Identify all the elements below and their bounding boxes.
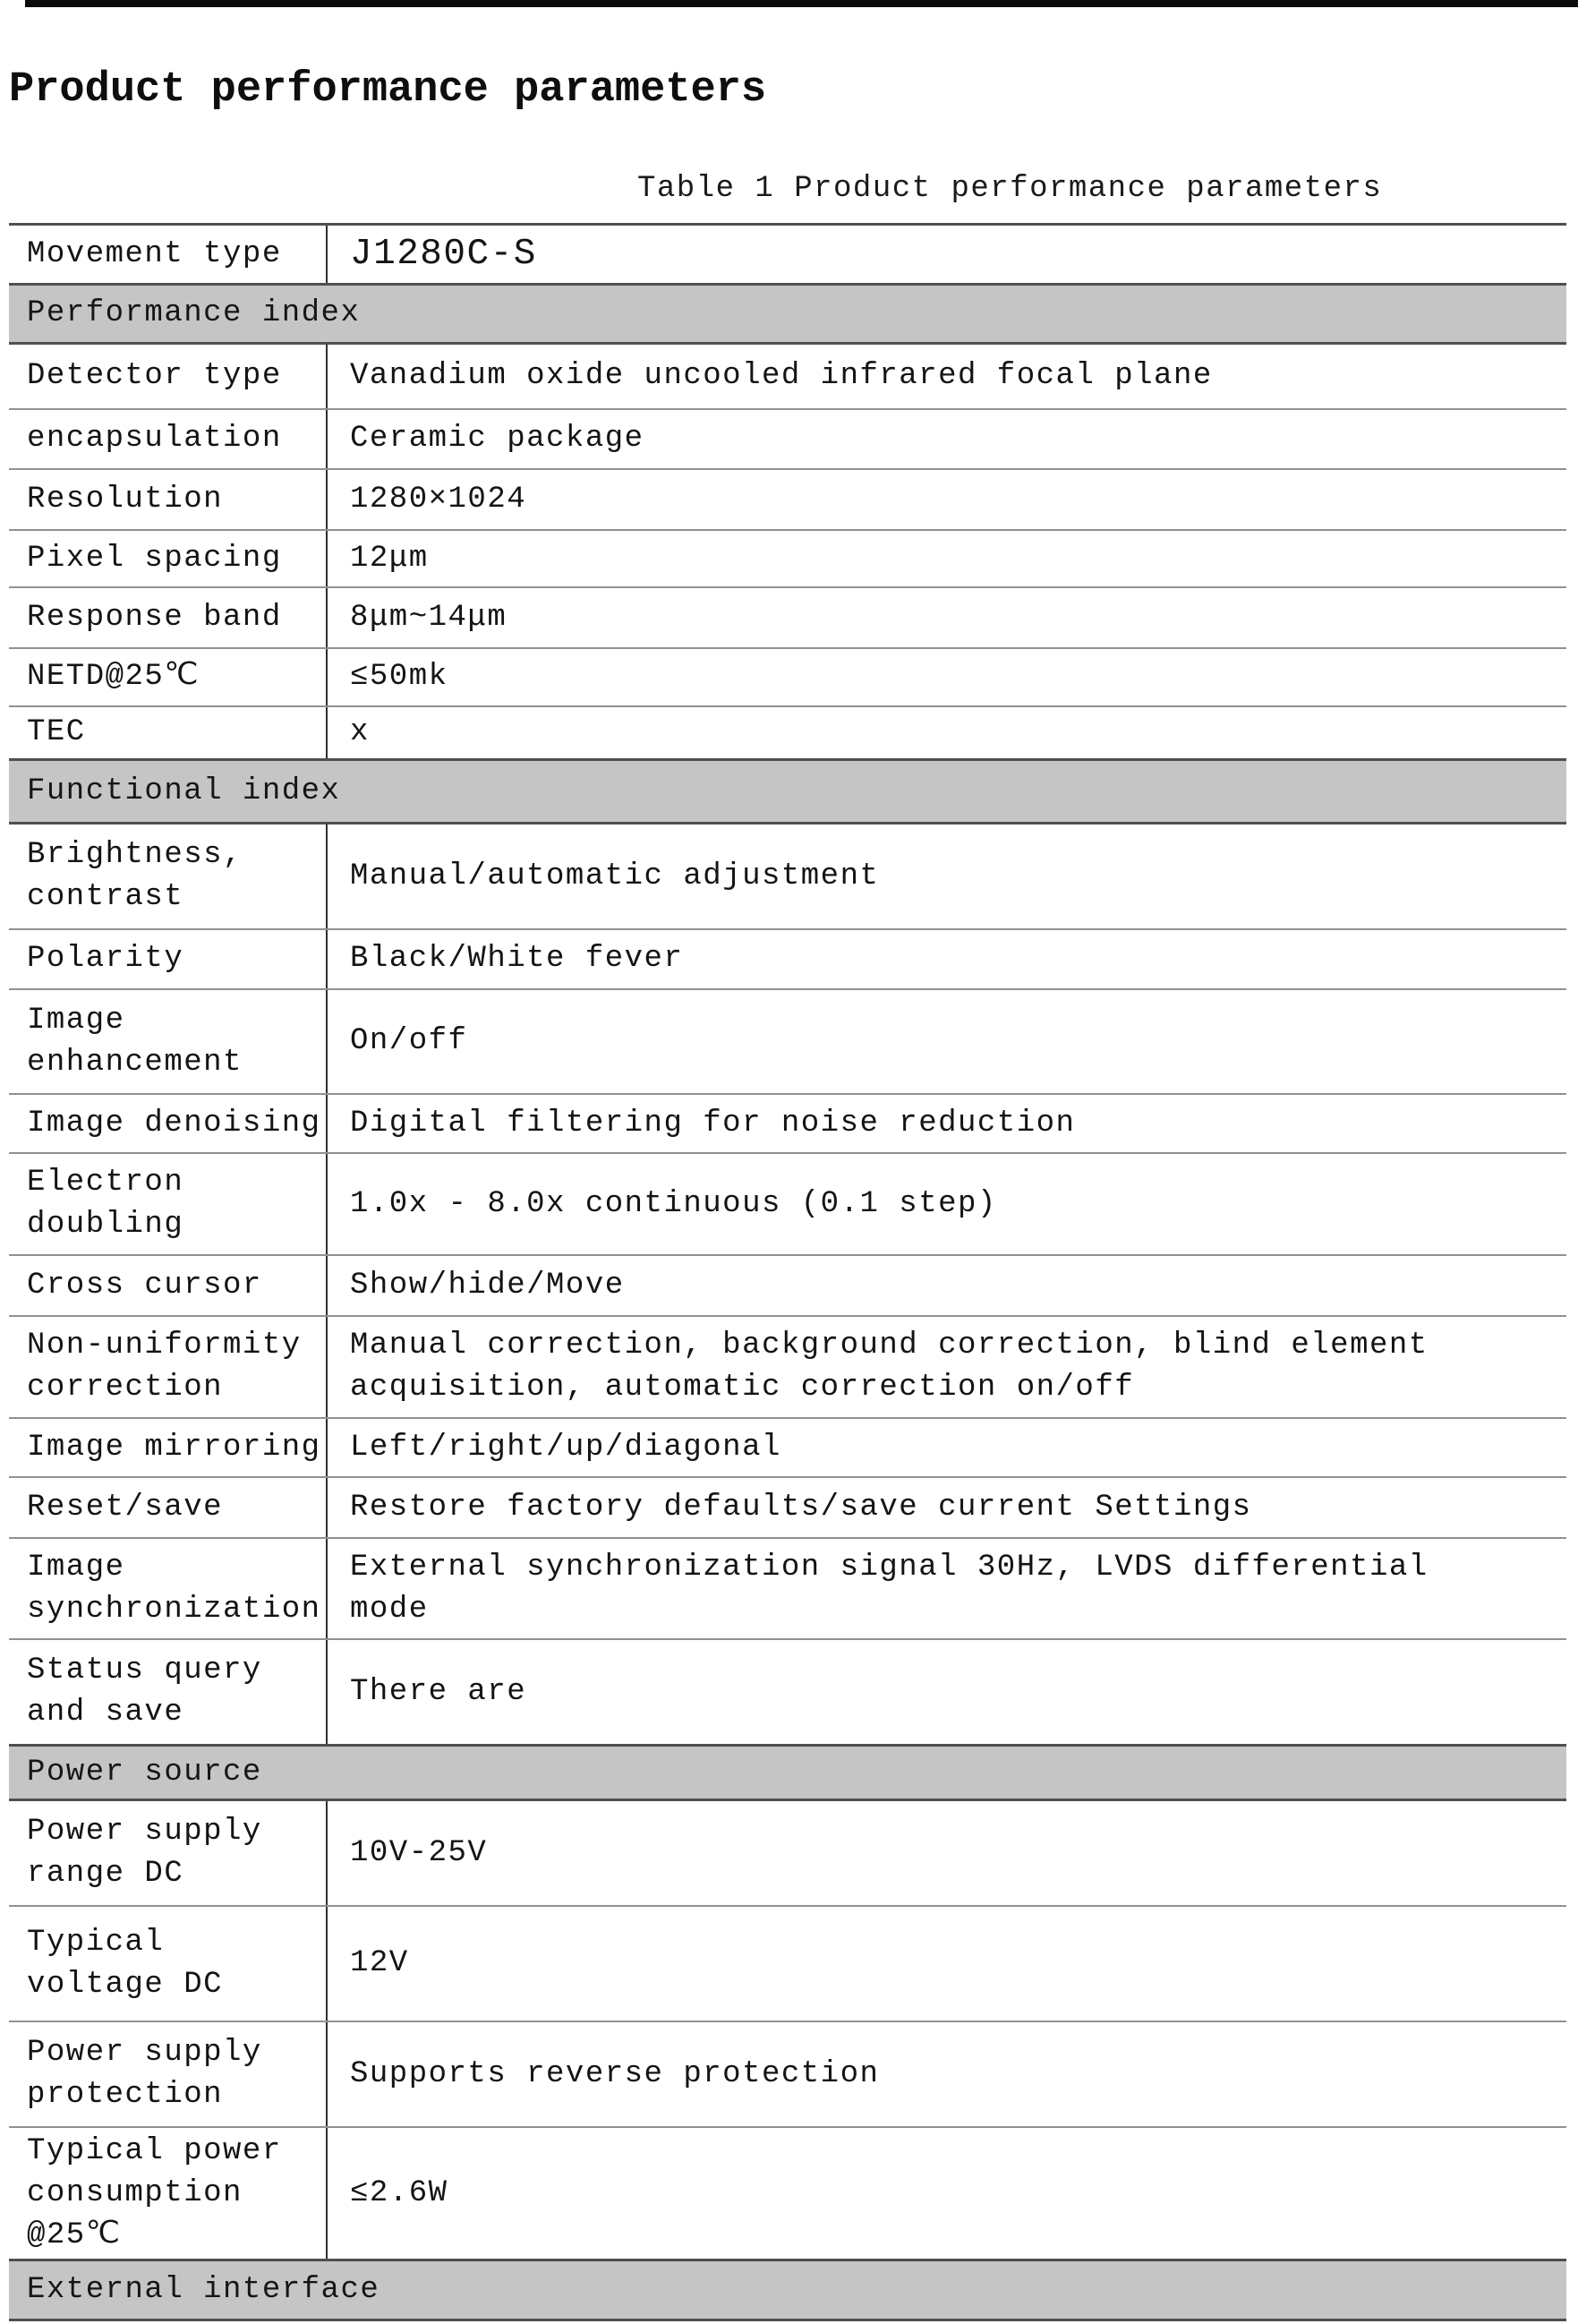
text-line: Ceramic package <box>350 422 644 456</box>
spec-table <box>9 223 1566 2321</box>
parameter-value-cell <box>328 1154 1566 1254</box>
text-line: Non-uniformity <box>27 1329 302 1363</box>
table-row <box>9 1315 1566 1417</box>
section-title: Performance index <box>27 296 361 330</box>
parameter-value-cell <box>328 588 1566 647</box>
text-line: Vanadium oxide uncooled infrared focal plane <box>350 359 1213 393</box>
text-line: range DC <box>27 1857 184 1891</box>
text-line: Status query <box>27 1653 262 1687</box>
text-line: Response band <box>27 600 282 635</box>
parameter-name-cell <box>9 1478 328 1537</box>
parameter-value-cell <box>328 1801 1566 1905</box>
parameter-name-cell <box>9 990 328 1093</box>
parameter-name-cell <box>9 930 328 988</box>
parameter-value-cell <box>328 707 1566 758</box>
text-line: Image denoising <box>27 1106 321 1141</box>
table-row <box>9 988 1566 1093</box>
text-line: TEC <box>27 715 86 749</box>
parameter-value-cell <box>328 345 1566 408</box>
text-line: encapsulation <box>27 422 282 456</box>
text-line: 12μm <box>350 541 429 576</box>
parameter-name-cell <box>9 825 328 928</box>
text-line: Power supply <box>27 2036 262 2070</box>
text-line: voltage DC <box>27 1967 224 2002</box>
table-row <box>9 1905 1566 2021</box>
text-line: External synchronization signal 30Hz, LVDS differential <box>350 1550 1429 1585</box>
text-line: acquisition, automatic correction on/off <box>350 1371 1135 1405</box>
parameter-value-cell <box>328 226 1566 283</box>
text-line: x <box>350 715 370 749</box>
text-line: ≤2.6W <box>350 2175 448 2210</box>
text-line: Image <box>27 1550 125 1585</box>
text-line: protection <box>27 2078 224 2112</box>
text-line: Image <box>27 1003 125 1038</box>
parameter-name-cell <box>9 345 328 408</box>
text-line: 10V-25V <box>350 1835 488 1870</box>
parameter-name-cell <box>9 707 328 758</box>
table-row <box>9 1801 1566 1905</box>
text-line: Black/White fever <box>350 942 684 976</box>
text-line: Typical power <box>27 2133 282 2168</box>
text-line: doubling <box>27 1208 184 1242</box>
text-line: Detector type <box>27 359 282 393</box>
text-line: Power supply <box>27 1815 262 1849</box>
table-row <box>9 1093 1566 1152</box>
parameter-value-cell <box>328 470 1566 529</box>
table-row <box>9 825 1566 928</box>
top-bar <box>25 0 1578 7</box>
parameter-value-cell <box>328 1256 1566 1315</box>
parameter-value-cell <box>328 1095 1566 1152</box>
section-title: Functional index <box>27 773 341 808</box>
table-row <box>9 2126 1566 2259</box>
parameter-name-cell <box>9 1317 328 1417</box>
parameter-name-cell <box>9 1539 328 1638</box>
text-line: consumption <box>27 2175 243 2210</box>
parameter-name-cell <box>9 588 328 647</box>
parameter-value-cell <box>328 2022 1566 2126</box>
text-line: and save <box>27 1696 184 1730</box>
text-line: @25℃ <box>27 2217 122 2252</box>
text-line: Brightness, <box>27 838 243 872</box>
text-line: Image mirroring <box>27 1430 321 1465</box>
parameter-name-cell <box>9 226 328 283</box>
text-line: 1280×1024 <box>350 482 527 517</box>
text-line: Movement type <box>27 236 282 271</box>
section-header-row <box>9 1744 1566 1801</box>
text-line: Digital filtering for noise reduction <box>350 1106 1076 1141</box>
parameter-value-cell <box>328 1419 1566 1476</box>
text-line: Typical <box>27 1925 165 1960</box>
text-line: Manual/automatic adjustment <box>350 859 880 893</box>
parameter-value-cell <box>328 1539 1566 1638</box>
parameter-name-cell <box>9 410 328 468</box>
text-line: 8μm~14μm <box>350 600 508 635</box>
table-row <box>9 1152 1566 1254</box>
parameter-value-cell <box>328 930 1566 988</box>
text-line: On/off <box>350 1024 468 1058</box>
table-row <box>9 2021 1566 2126</box>
table-row <box>9 1537 1566 1638</box>
table-row <box>9 1254 1566 1315</box>
text-line: contrast <box>27 880 184 914</box>
text-line: Manual correction, background correction, blind element <box>350 1329 1429 1363</box>
parameter-name-cell <box>9 1801 328 1905</box>
text-line: J1280C-S <box>350 233 537 275</box>
text-line: mode <box>350 1592 429 1627</box>
text-line: 12V <box>350 1946 409 1980</box>
parameter-value-cell <box>328 1478 1566 1537</box>
parameter-value-cell <box>328 649 1566 705</box>
parameter-value-cell <box>328 1907 1566 2021</box>
table-row <box>9 586 1566 647</box>
section-header-row <box>9 283 1566 345</box>
parameter-name-cell <box>9 470 328 529</box>
table-caption: Table 1 Product performance parameters <box>637 172 1383 206</box>
parameter-value-cell <box>328 825 1566 928</box>
page-title: Product performance parameters <box>9 66 767 114</box>
parameter-name-cell <box>9 1907 328 2021</box>
parameter-name-cell <box>9 1419 328 1476</box>
parameter-value-cell <box>328 531 1566 586</box>
text-line: Polarity <box>27 942 184 976</box>
parameter-value-cell <box>328 990 1566 1093</box>
text-line: Pixel spacing <box>27 541 282 576</box>
parameter-name-cell <box>9 2022 328 2126</box>
parameter-value-cell <box>328 1640 1566 1744</box>
table-row <box>9 1476 1566 1537</box>
table-row <box>9 1417 1566 1476</box>
parameter-name-cell <box>9 1640 328 1744</box>
parameter-name-cell <box>9 649 328 705</box>
text-line: Electron <box>27 1166 184 1200</box>
table-row <box>9 928 1566 988</box>
text-line: NETD@25℃ <box>27 660 200 694</box>
parameter-name-cell <box>9 531 328 586</box>
parameter-name-cell <box>9 1256 328 1315</box>
table-row <box>9 647 1566 705</box>
section-header-row <box>9 758 1566 825</box>
parameter-value-cell <box>328 1317 1566 1417</box>
text-line: Reset/save <box>27 1490 224 1525</box>
text-line: ≤50mk <box>350 660 448 694</box>
text-line: Supports reverse protection <box>350 2056 880 2091</box>
table-row <box>9 226 1566 283</box>
text-line: 1.0x - 8.0x continuous (0.1 step) <box>350 1186 997 1221</box>
table-row <box>9 1638 1566 1744</box>
section-title: External interface <box>27 2272 380 2307</box>
parameter-name-cell <box>9 1154 328 1254</box>
text-line: Cross cursor <box>27 1268 262 1303</box>
text-line: Left/right/up/diagonal <box>350 1430 781 1465</box>
text-line: synchronization <box>27 1592 321 1627</box>
table-row <box>9 345 1566 408</box>
table-row <box>9 529 1566 586</box>
text-line: enhancement <box>27 1045 243 1080</box>
text-line: Show/hide/Move <box>350 1268 625 1303</box>
section-header-row <box>9 2259 1566 2321</box>
parameter-value-cell <box>328 2128 1566 2259</box>
parameter-value-cell <box>328 410 1566 468</box>
text-line: correction <box>27 1371 224 1405</box>
table-row <box>9 468 1566 529</box>
section-title: Power source <box>27 1755 262 1790</box>
text-line: Resolution <box>27 482 224 517</box>
parameter-name-cell <box>9 1095 328 1152</box>
table-row <box>9 705 1566 758</box>
text-line: Restore factory defaults/save current Settings <box>350 1490 1252 1525</box>
text-line: There are <box>350 1674 527 1709</box>
parameter-name-cell <box>9 2128 328 2259</box>
table-row <box>9 408 1566 468</box>
